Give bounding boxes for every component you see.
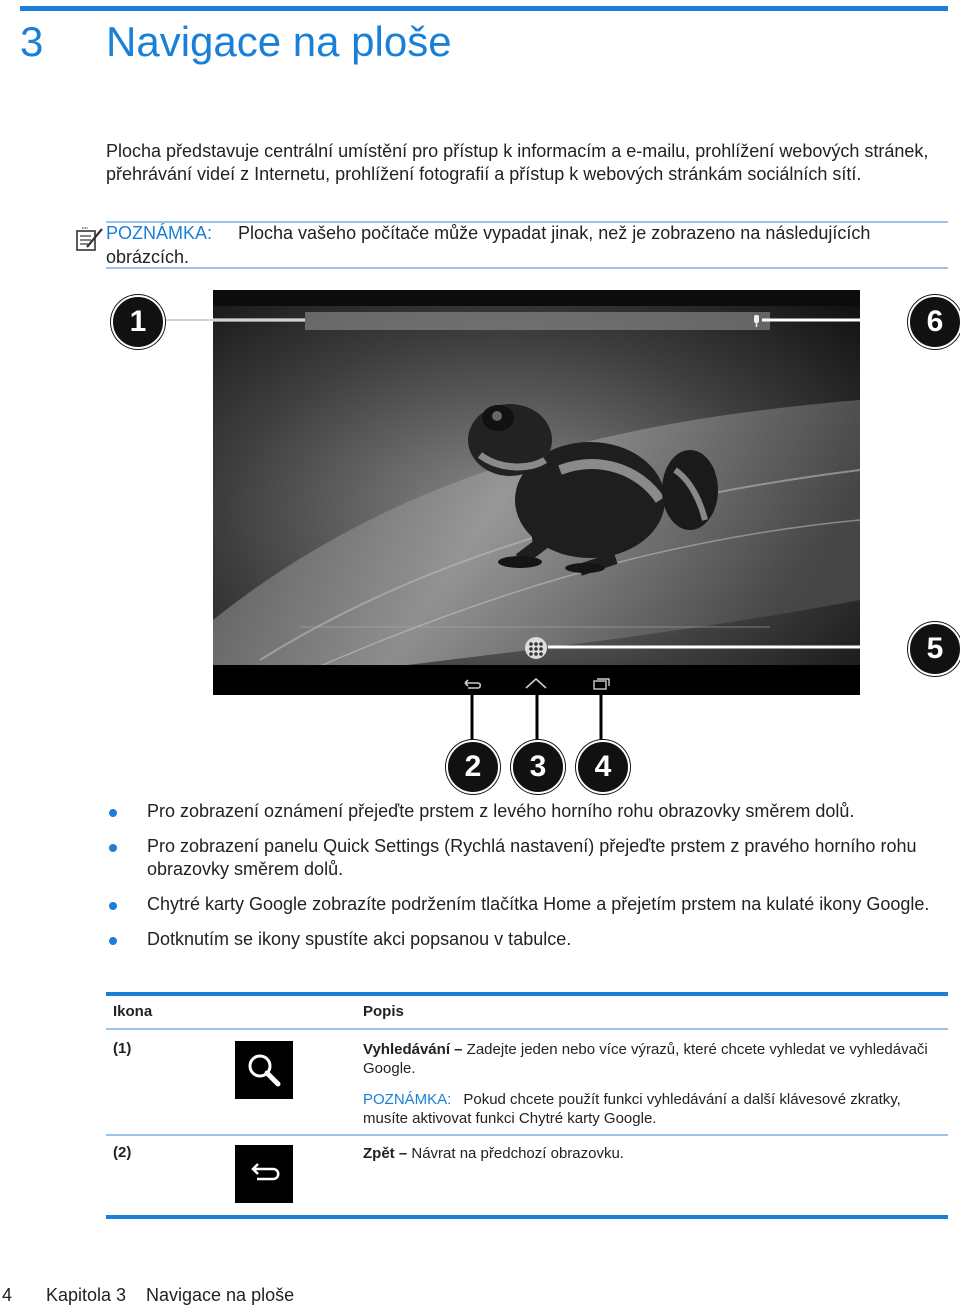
table-rule-bottom [106,1215,948,1219]
row-1-dash: – [454,1041,463,1058]
list-item: Chytré karty Google zobrazíte podržením tlačítka Home a přejetím prstem na kulaté ikony Google. [106,893,951,916]
row-1-note-text: Pokud chcete použít funkci vyhledávání a další klávesové zkratky, musíte aktivovat funkci Chytré karty Google. [363,1091,901,1127]
row-1-code: (1) [113,1040,132,1057]
all-apps-icon[interactable] [525,637,547,659]
desktop-screenshot-figure [106,285,960,795]
table-rule-top [106,992,948,996]
row-2-text: Návrat na předchozí obrazovku. [411,1145,624,1162]
callout-5: 5 [908,622,960,676]
callout-4: 4 [576,740,630,794]
row-1-description [363,1040,943,1078]
chapter-title: Navigace na ploše [106,18,452,65]
callout-6: 6 [908,295,960,349]
google-search-bar[interactable] [305,312,770,330]
row-1-note-label: POZNÁMKA: [363,1091,452,1108]
list-item: Pro zobrazení oznámení přejeďte prstem z levého horního rohu obrazovky směrem dolů. [106,800,951,823]
row-2-description [363,1144,943,1163]
note [106,221,948,269]
row-2-title: Zpět [363,1145,395,1162]
row-2-dash: – [398,1145,408,1162]
note-text: Plocha vašeho počítače může vypadat jinak, než je zobrazeno na následujících obrázcích. [106,223,871,267]
back-icon [235,1145,293,1203]
status-bar [213,290,860,306]
row-1-icon-box [235,1041,293,1099]
list-item: Dotknutím se ikony spustíte akci popsanou v tabulce. [106,928,951,951]
search-icon [235,1041,293,1099]
top-rule [20,6,948,11]
table-header-rule [106,1028,948,1030]
bullet-dot [109,902,117,910]
bullet-dot [109,937,117,945]
bullet-dot [109,809,117,817]
row-1-text: Zadejte jeden nebo více výrazů, které chcete vyhledat ve vyhledávači Google. [363,1041,928,1077]
footer-chapter-label: Kapitola 3 [46,1285,127,1305]
bullet-list [106,800,951,963]
note-pencil-icon [76,226,104,252]
row-2-icon-box [235,1145,293,1203]
footer-page-number: 4 [2,1285,13,1305]
table-header-icon: Ikona [113,1003,153,1020]
row-2-code: (2) [113,1144,132,1161]
list-item: Pro zobrazení panelu Quick Settings (Rychlá nastavení) přejeďte prstem z pravého horního rohu obrazovky směrem dolů. [106,835,951,881]
row-1-title: Vyhledávání [363,1041,450,1058]
intro-paragraph: Plocha představuje centrální umístění pro přístup k informacím a e-mailu, prohlížení webových stránek, přehrávání videí z Internetu, prohlížení fotografií a přístup k webových stránkám sociálních sítí. [106,141,929,184]
table-header-desc: Popis [363,1003,404,1020]
callout-1: 1 [111,295,165,349]
callout-3: 3 [511,740,565,794]
table-row-rule [106,1134,948,1136]
callout-2: 2 [446,740,500,794]
note-rule-bottom [106,267,948,269]
note-label: POZNÁMKA: [106,223,213,243]
bullet-dot [109,844,117,852]
chapter-number: 3 [20,18,44,65]
row-1-note [363,1090,943,1128]
footer-chapter-title: Navigace na ploše [146,1285,295,1305]
